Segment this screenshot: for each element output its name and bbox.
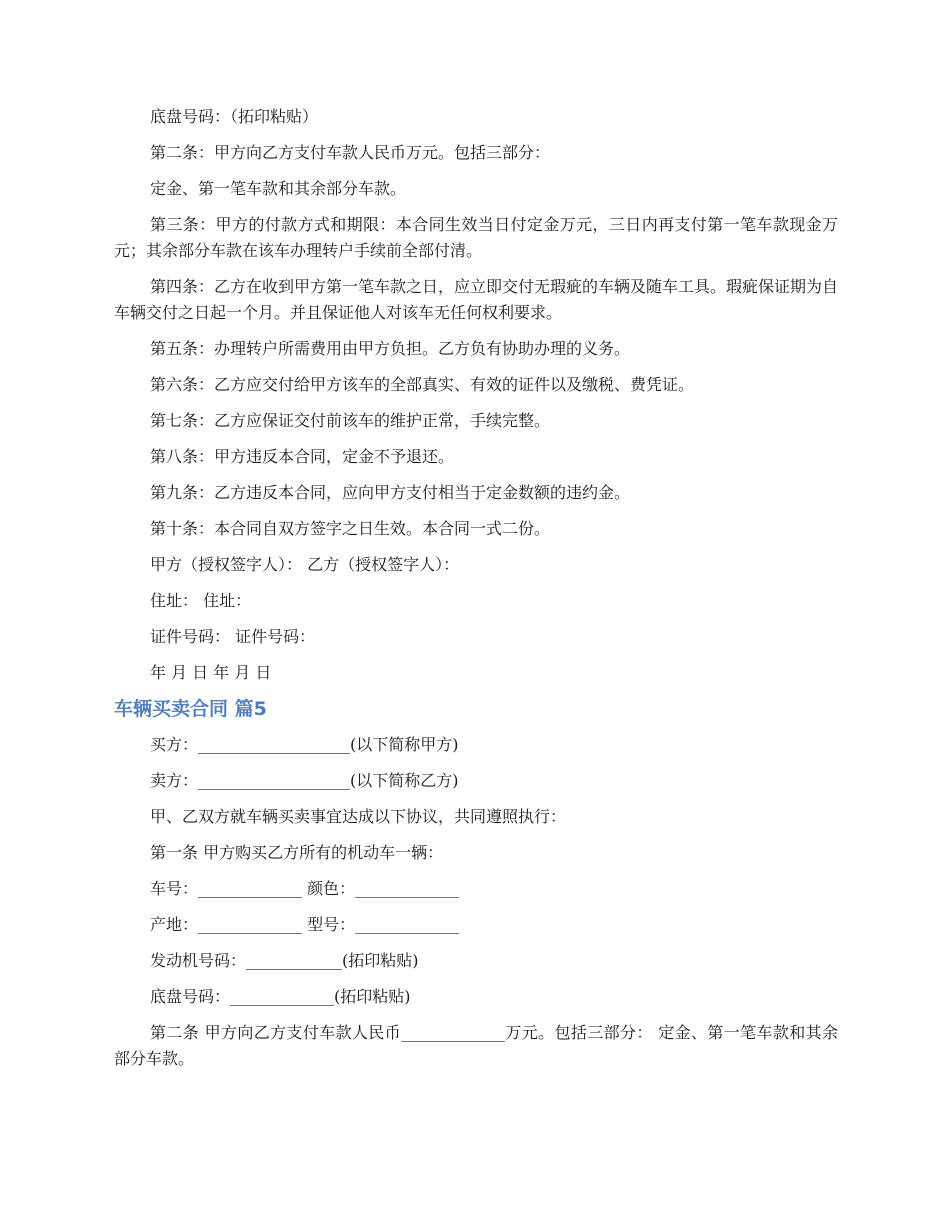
paragraph-payment-parts: 定金、第一笔车款和其余部分车款。 [150,179,407,198]
paragraph-article-5: 第五条：办理转户所需费用由甲方负担。乙方负有协助办理的义务。 [150,339,631,358]
paragraph-article-2: 第二条：甲方向乙方支付车款人民币万元。包括三部分： [150,143,551,162]
chassis-number-line: 底盘号码：_____________(拓印粘贴) [150,987,411,1006]
signature-address-line: 住址： 住址： [150,591,252,610]
paragraph-article-3: 第三条：甲方的付款方式和期限：本合同生效当日付定金万元，三日内再支付第一笔车款现金万元；其余部分车款在该车办理转户手续前全部付清。 [114,215,838,260]
seller-line: 卖方：___________________(以下简称乙方) [150,771,459,790]
signature-party-line: 甲方（授权签字人）： 乙方（授权签字人）： [150,555,460,574]
paragraph-b-article-1: 第一条 甲方购买乙方所有的机动车一辆： [150,843,444,862]
document-page [114,104,838,1082]
paragraph-article-7: 第七条：乙方应保证交付前该车的维护正常，手续完整。 [150,411,551,430]
origin-model-line: 产地：_____________ 型号：_____________ [150,915,460,934]
signature-date-line: 年 月 日 年 月 日 [150,663,272,682]
buyer-line: 买方：___________________(以下简称甲方) [150,735,459,754]
section-heading: 车辆买卖合同 篇5 [114,698,267,720]
signature-id-line: 证件号码： 证件号码： [150,627,316,646]
plate-color-line: 车号：_____________ 颜色：_____________ [150,879,460,898]
paragraph-article-6: 第六条：乙方应交付给甲方该车的全部真实、有效的证件以及缴税、费凭证。 [150,375,695,394]
engine-number-line: 发动机号码：____________(拓印粘贴) [150,951,419,970]
paragraph-chassis-number: 底盘号码：（拓印粘贴） [150,107,319,126]
paragraph-article-10: 第十条：本合同自双方签字之日生效。本合同一式二份。 [150,519,551,538]
agreement-intro: 甲、乙双方就车辆买卖事宜达成以下协议，共同遵照执行： [150,807,567,826]
paragraph-b-article-2: 第二条 甲方向乙方支付车款人民币_____________万元。包括三部分： 定金、第一笔车款和其余部分车款。 [114,1023,838,1068]
paragraph-article-4: 第四条：乙方在收到甲方第一笔车款之日，应立即交付无瑕疵的车辆及随车工具。瑕疵保证期为自车辆交付之日起一个月。并且保证他人对该车无任何权利要求。 [114,277,839,322]
paragraph-article-9: 第九条：乙方违反本合同，应向甲方支付相当于定金数额的违约金。 [150,483,631,502]
paragraph-article-8: 第八条：甲方违反本合同，定金不予退还。 [150,447,455,466]
